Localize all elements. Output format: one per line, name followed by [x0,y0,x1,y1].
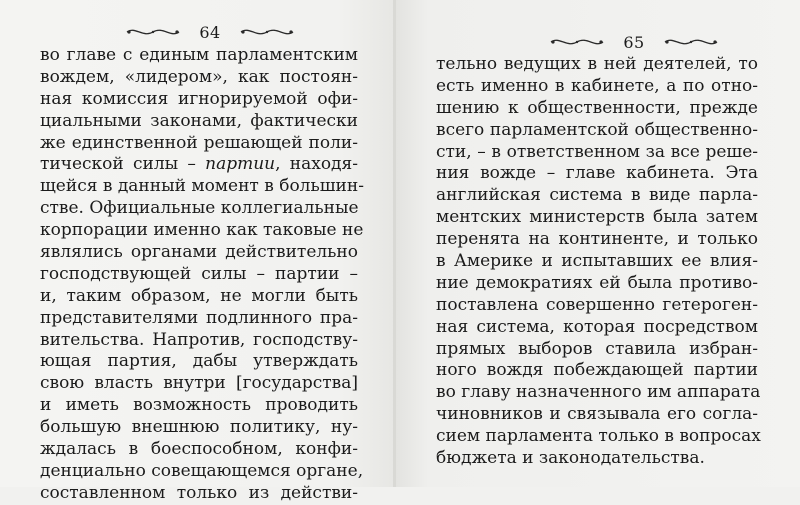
text-line: щейся в данный момент в большин- [40,176,364,197]
text-line: вительства. Напротив, господству- [40,329,358,350]
right-page-body [436,54,761,470]
text-line: шению к общественности, прежде [436,97,758,118]
text-line: ющая партия, дабы утверждать [40,351,358,372]
text-line: ного вождя побеждающей партии [436,360,758,381]
left-page-body [40,45,364,505]
text-line: представителями подлинного пра- [40,307,358,328]
text-line: поставлена совершенно гетероген- [436,294,758,315]
right-page [396,0,800,487]
text-line: ждалась в боеспособном, конфи- [40,439,358,460]
scroll-ornament-icon [663,35,719,49]
text-line [40,154,358,176]
text-line: ментских министерств была затем [436,207,758,228]
text-line: во главе с единым парламентским [40,45,358,65]
text-line: ная комиссия игнорируемой офи- [40,88,358,109]
text-line: бюджета и законодательства. [436,448,705,469]
text-line: ная система, которая посредством [436,316,758,337]
text-line: английская система в виде парла- [436,185,758,206]
text-segment: , находя- [275,154,358,175]
text-line: ния вожде – главе кабинета. Эта [436,163,758,184]
text-segment: тической силы – [40,154,196,175]
text-line: всего парламентской общественно- [436,119,758,140]
text-line: вождем, «лидером», как постоян- [40,66,358,87]
text-line: во главу назначенного им аппарата [436,382,761,403]
text-line: свою власть внутри [государства] [40,373,358,394]
scroll-ornament-icon [549,35,605,49]
text-line: денциально совещающемся органе, [40,460,364,481]
text-line: корпорации именно как таковые не [40,220,364,241]
text-line: есть именно в кабинете, а по отно- [436,75,758,96]
emphasis-text: партии [205,154,276,175]
text-line: прямых выборов ставила избран- [436,338,758,359]
right-page-header [484,30,784,54]
text-line: в Америке и испытавших ее влия- [436,251,758,272]
text-line: сием парламента только в вопросах [436,426,761,447]
text-line: ние демократиях ей была противо- [436,272,758,293]
text-line: господствующей силы – партии – [40,263,358,284]
text-line: большую внешнюю политику, ну- [40,417,358,438]
text-line: чиновников и связывала его согла- [436,404,758,425]
text-line: стве. Официальные коллегиальные [40,198,359,219]
page-number: 64 [199,22,221,42]
left-page-header [60,20,360,44]
scroll-ornament-icon [239,25,295,39]
text-line: составленном только из действи- [40,482,358,503]
text-line: тельно ведущих в ней деятелей, то [436,54,758,74]
text-line: и иметь возможность проводить [40,395,358,416]
text-line: перенята на континенте, и только [436,229,758,250]
scroll-ornament-icon [125,25,181,39]
text-line: сти, – в ответственном за все реше- [436,141,758,162]
text-line: циальными законами, фактически [40,110,358,131]
text-line: и, таким образом, не могли быть [40,285,358,306]
text-line: являлись органами действительно [40,242,358,263]
left-page [0,0,396,503]
text-line: же единственной решающей поли- [40,132,358,153]
page-number: 65 [623,32,645,52]
